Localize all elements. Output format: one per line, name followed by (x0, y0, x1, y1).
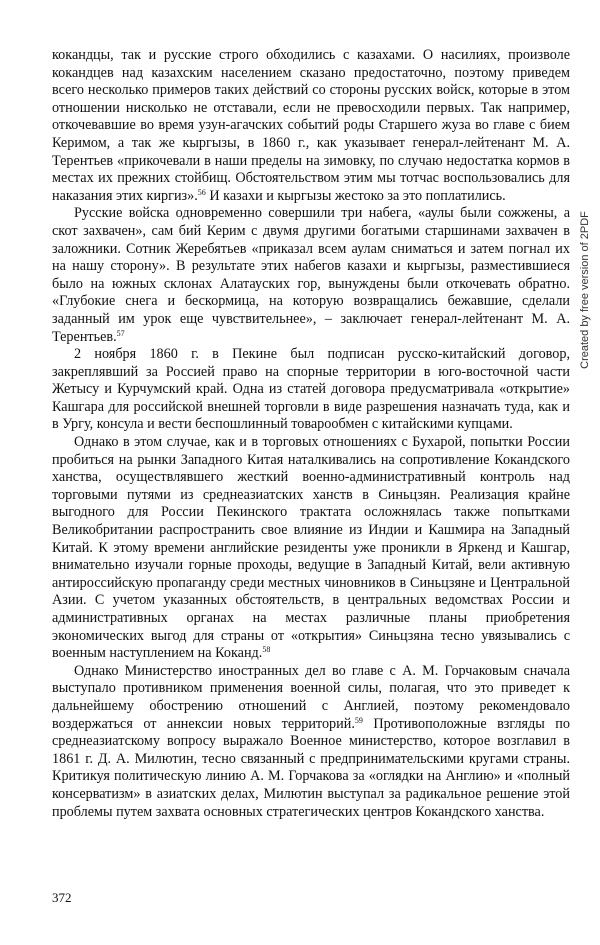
paragraph-1 (52, 47, 570, 205)
paragraph-text: Русские войска одновременно совершили три набега, «аулы были сожжены, а скот захвачен», сам бий Керим с двумя другими богатыми старшинами захвачен в заложники. Сотник Жеребятьев «приказал всем аулам сниматься и затем погнал их на нашу сторону». В результате этих набегов казахи и кыргызы, разместившиеся было на южных склонах Алатауских гор, вынуждены были откочевать обратно. «Глубокие снега и бескормица, на которую возвращались бежавшие, сделали заданный им урок еще чувствительнее», – заключает генерал-лейтенант М. А. Терентьев. (52, 205, 570, 345)
footnote-ref-57: 57 (116, 328, 125, 338)
paragraph-tail: Противоположные взгляды по среднеазиатскому вопросу выражало Военное министерство, которое возглавил в 1861 г. Д. А. Милютин, тесно связанный с предпринимательскими кругами страны. Критикуя политическую линию А. М. Горчакова за «оглядки на Англию» и «полный консерватизм» в азиатских делах, Милютин выступал за радикальное решение этой проблемы путем захвата основных стратегических центров Кокандского ханства. (52, 715, 570, 820)
paragraph-4 (52, 434, 570, 663)
page-body-text (52, 47, 570, 821)
paragraph-5 (52, 663, 570, 821)
paragraph-tail: И казахи и кыргызы жестоко за это поплатились. (205, 187, 506, 204)
paragraph-text: Однако в этом случае, как и в торговых отношениях с Бухарой, попытки России пробиться на рынки Западного Китая наталкивались на сопротивление Кокандского ханства, осуществлявшего жесткий военно-административный контроль над торговыми путями из среднеазиатских ханств в Синьцзян. Реализация крайне выгодного для России Пекинского трактата осложнялась также попытками Великобритании распространить свое влияние из Индии и Кашмира на Западный Китай. К этому времени английские резиденты уже проникли в Яркенд и Кашгар, внимательно изучали горные проходы, ведущие в Западный Китай, вели активную антироссийскую пропаганду среди местных чиновников в Синьцзяне и Центральной Азии. С учетом указанных обстоятельств, в центральных ведомствах России и административных органах на местах различные планы приобретения экономических выгод для страны от «открытия» Синьцзяна тесно увязывались с военным наступлением на Коканд. (52, 434, 570, 662)
footnote-ref-59: 59 (354, 715, 363, 725)
paragraph-text: кокандцы, так и русские строго обходились с казахами. О насилиях, произволе кокандцев над казахским населением сказано предостаточно, поэтому приведем всего несколько примеров таких действий со стороны русских войск, которые в этом отношении нисколько не отставали, если не превосходили первых. Так например, откочевавшие во время узун-агачских событий роды Старшего жуза во главе с бием Керимом, а так же кыргызы, в 1860 г., как указывает генерал-лейтенант М. А. Терентьев «прикочевали в наши пределы на зимовку, по случаю недостатка кормов в местах их прежних стойбищ. Обстоятельством этим мы тотчас воспользовались для наказания этих киргиз». (52, 47, 570, 204)
paragraph-3 (52, 346, 570, 434)
page-number: 372 (52, 890, 72, 905)
footnote-ref-58: 58 (262, 645, 271, 655)
paragraph-text: 2 ноября 1860 г. в Пекине был подписан русско-китайский договор, закреплявший за Россией право на спорные территории в юго-восточной части Жетысу и Курчумский край. Одна из статей договора предусматривала «открытие» Кашгара для российской внешней торговли в виде разрешения назначать туда, как и в Ургу, консула и вести беспошлинный товарообмен с китайскими купцами. (52, 346, 570, 433)
paragraph-2 (52, 205, 570, 346)
paragraph-text: Однако Министерство иностранных дел во главе с А. М. Горчаковым сначала выступало противником применения военной силы, полагая, что это приведет к дальнейшему обострению отношений с Англией, поэтому рекомендовало воздержаться от аннексии новых территорий. (52, 662, 570, 732)
watermark-text: Created by free version of 2PDF (579, 211, 591, 369)
footnote-ref-56: 56 (197, 187, 206, 197)
